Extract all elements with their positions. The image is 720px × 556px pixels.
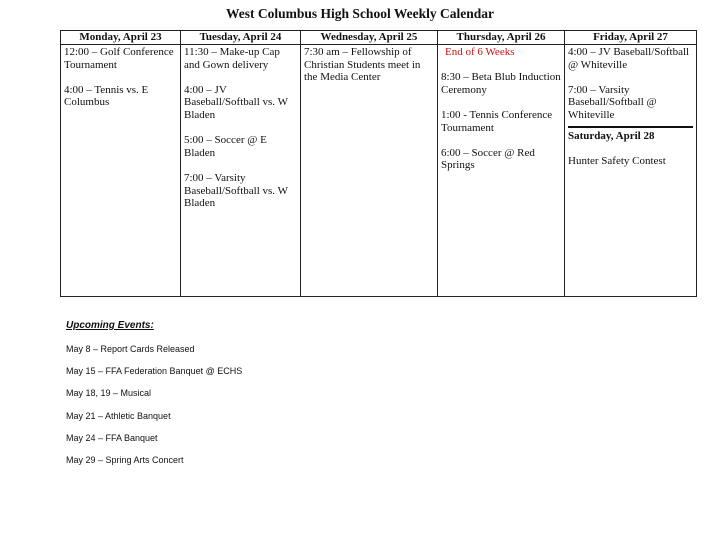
event: Hunter Safety Contest xyxy=(568,154,666,167)
upcoming-event-item: May 24 – FFA Banquet xyxy=(66,432,158,443)
event: 7:00 – Varsity Baseball/Softball vs. W Bladen xyxy=(184,171,288,210)
event: 7:30 am – Fellowship of Christian Students meet in the Media Center xyxy=(304,46,421,84)
upcoming-event-item: May 21 – Athletic Banquet xyxy=(66,410,171,421)
event: 4:00 – JV Baseball/Softball @ Whiteville xyxy=(568,46,690,71)
event: 11:30 – Make-up Cap and Gown delivery xyxy=(184,46,280,71)
calendar-body-row xyxy=(61,45,697,297)
upcoming-event-item: May 15 – FFA Federation Banquet @ ECHS xyxy=(66,366,243,377)
day-cell-monday xyxy=(61,45,181,297)
header-friday: Friday, April 27 xyxy=(565,31,697,45)
upcoming-events-section xyxy=(66,320,242,477)
event: 7:00 – Varsity Baseball/Softball @ Whiteville xyxy=(568,83,657,121)
day-cell-thursday xyxy=(438,45,565,297)
upcoming-event-item: May 8 – Report Cards Released xyxy=(66,344,195,354)
calendar-header-row xyxy=(61,31,697,45)
header-saturday: Saturday, April 28 xyxy=(568,130,655,143)
day-cell-wednesday xyxy=(301,45,438,297)
upcoming-event-item: May 29 – Spring Arts Concert xyxy=(66,454,184,465)
day-cell-friday xyxy=(565,45,697,297)
saturday-section xyxy=(568,126,693,167)
event: 4:00 – JV Baseball/Softball vs. W Bladen xyxy=(184,83,288,121)
header-thursday: Thursday, April 26 xyxy=(438,31,565,45)
event: 1:00 - Tennis Conference Tournament xyxy=(441,108,553,134)
event: 5:00 – Soccer @ E Bladen xyxy=(184,134,267,159)
event: 12:00 – Golf Conference Tournament xyxy=(64,46,174,71)
weekly-calendar-table xyxy=(60,30,697,297)
upcoming-events-heading: Upcoming Events: xyxy=(66,320,154,331)
header-tuesday: Tuesday, April 24 xyxy=(181,31,301,45)
upcoming-event-item: May 18, 19 – Musical xyxy=(66,388,152,399)
header-wednesday: Wednesday, April 25 xyxy=(301,31,438,45)
event: 4:00 – Tennis vs. E Columbus xyxy=(64,83,149,109)
header-monday: Monday, April 23 xyxy=(61,31,181,45)
page-title: West Columbus High School Weekly Calendar xyxy=(226,6,494,21)
end-of-grading-period-note: End of 6 Weeks xyxy=(445,46,515,58)
event: 6:00 – Soccer @ Red Springs xyxy=(441,146,535,172)
event: 8:30 – Beta Blub Induction Ceremony xyxy=(441,71,561,96)
day-cell-tuesday xyxy=(181,45,301,297)
